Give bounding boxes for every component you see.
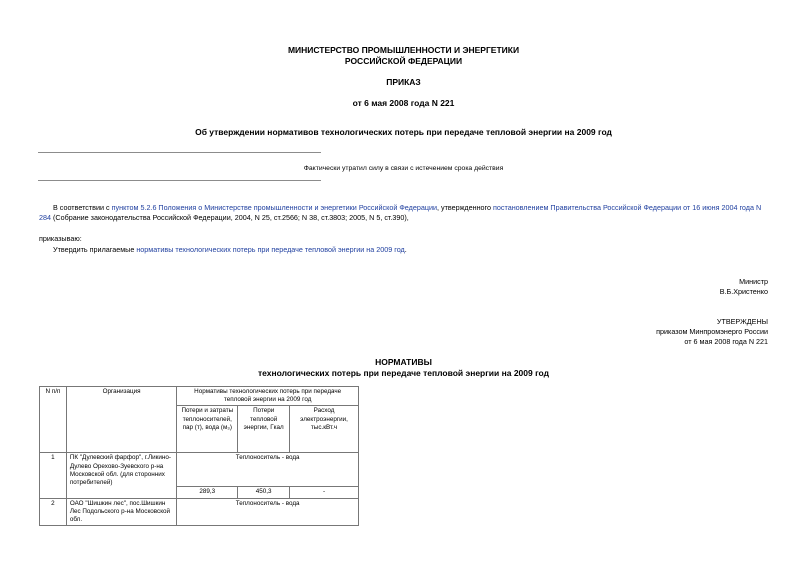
- table-header-row: [40, 387, 359, 406]
- subheader-cell-losses-carrier: Потери и затраты теплоносителей, пар (т), вода (м₃): [177, 406, 238, 453]
- table-row: [40, 453, 359, 487]
- order-item: [53, 245, 407, 255]
- row-number: 2: [40, 498, 67, 526]
- signature-name: В.Б.Христенко: [719, 287, 768, 296]
- divider-top: [38, 152, 321, 153]
- table-row: [40, 498, 359, 526]
- preamble-text-2: , утвержденного: [436, 203, 493, 212]
- divider-bottom: [38, 180, 321, 181]
- order-item-prefix: Утвердить прилагаемые: [53, 245, 137, 254]
- order-word: приказываю:: [39, 234, 82, 243]
- subheader-cell-losses-heat: Потери тепловой энергии, Гкал: [238, 406, 290, 453]
- value-losses-carrier: 289,3: [177, 487, 238, 498]
- government-decree-link[interactable]: постановлением Правительства Российской Федерации от 16 июня 2004 года N 284: [39, 203, 762, 222]
- approval-line-2: приказом Минпромэнерго России: [656, 327, 768, 336]
- row-number: 1: [40, 453, 67, 498]
- row-organization: ПК "Дулевский фарфор", г.Ликино-Дулево Орехово-Зуевского р-на Московской обл. (для сторонних потребителей): [66, 453, 176, 498]
- ministry-name-line1: МИНИСТЕРСТВО ПРОМЫШЛЕННОСТИ И ЭНЕРГЕТИКИ: [287, 45, 520, 55]
- document-date-number: от 6 мая 2008 года N 221: [352, 98, 455, 108]
- document-type: ПРИКАЗ: [386, 77, 421, 87]
- norms-link[interactable]: нормативы технологических потерь при передаче тепловой энергии на 2009 год: [136, 245, 405, 254]
- row-organization: ОАО "Шишкин лес", пос.Шишкин Лес Подольского р-на Московской обл.: [66, 498, 176, 526]
- status-note: Фактически утратил силу в связи с истечением срока действия: [303, 165, 504, 172]
- approval-line-1: УТВЕРЖДЕНЫ: [716, 317, 768, 326]
- order-item-suffix: .: [404, 245, 407, 254]
- regulation-link[interactable]: пунктом 5.2.6 Положения о Министерстве промышленности и энергетики Российской Федерации: [111, 203, 437, 212]
- norms-title: НОРМАТИВЫ: [375, 357, 432, 367]
- subheader-cell-electricity: Расход электроэнергии, тыс.кВт.ч: [290, 406, 359, 453]
- norms-subtitle: технологических потерь при передаче тепловой энергии на 2009 год: [257, 368, 550, 378]
- row-carrier: Теплоноситель - вода: [177, 453, 359, 487]
- norms-table: [39, 386, 359, 526]
- approval-line-3: от 6 мая 2008 года N 221: [684, 337, 768, 346]
- preamble-text-3: (Собрание законодательства Российской Федерации, 2004, N 25, ст.2566; N 38, ст.3803; 2005, N 5, ст.390),: [51, 213, 409, 222]
- value-electricity: -: [290, 487, 359, 498]
- signature-position: Министр: [739, 277, 768, 286]
- document-title: Об утверждении нормативов технологических потерь при передаче тепловой энергии на 2009 год: [195, 127, 612, 137]
- preamble-paragraph: [39, 203, 771, 223]
- preamble-text-1: В соответствии с: [53, 203, 112, 212]
- header-cell-organization: Организация: [66, 387, 176, 453]
- header-cell-norms: Нормативы технологических потерь при передаче тепловой энергии на 2009 год: [177, 387, 359, 406]
- value-losses-heat: 450,3: [238, 487, 290, 498]
- ministry-name-line2: РОССИЙСКОЙ ФЕДЕРАЦИИ: [344, 56, 463, 66]
- row-carrier: Теплоноситель - вода: [177, 498, 359, 526]
- header-cell-number: N п/п: [40, 387, 67, 453]
